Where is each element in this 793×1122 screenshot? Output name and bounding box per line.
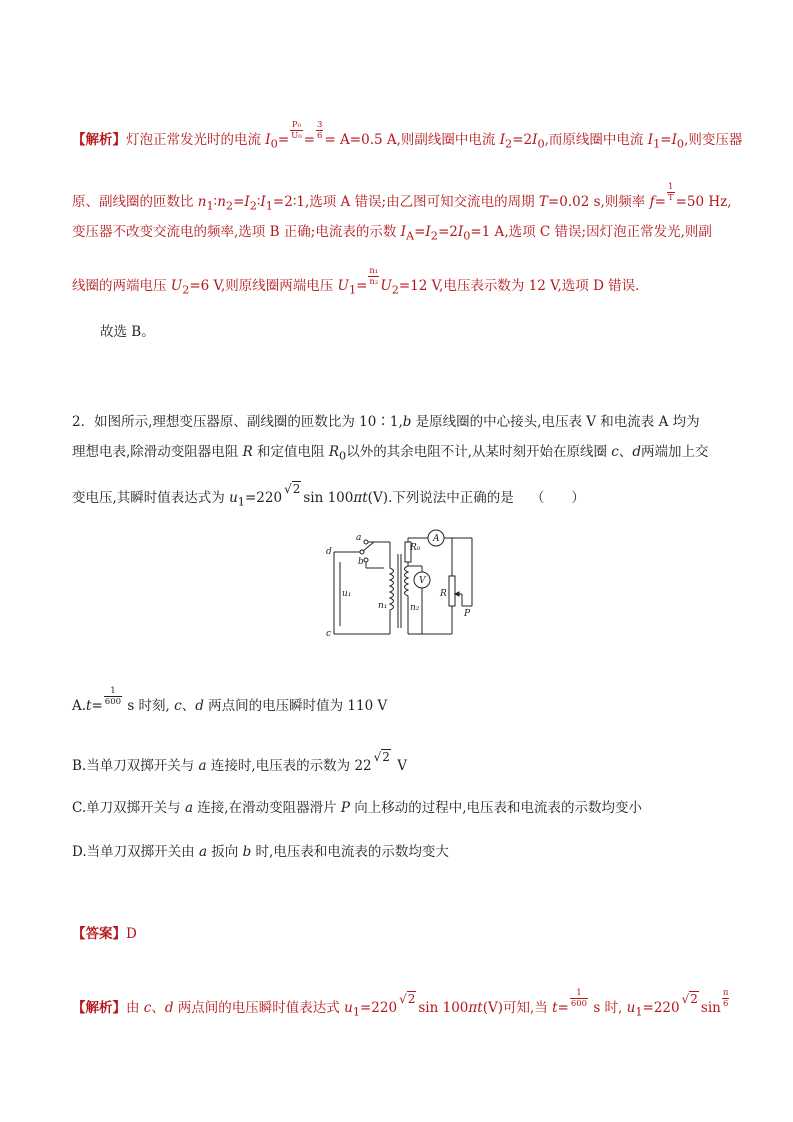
question-line-3: 变电压,其瞬时值表达式为 $u_1=220√2\sin$ 100πt(V).下列说法中正确的是 （ ） — [72, 488, 585, 513]
fraction-pi-6: $\frac{\pi}{6}$ — [722, 988, 729, 1009]
option-d: D.当单刀双掷开关由 a 扳向 b 时,电压表和电流表的示数均变大 — [72, 844, 449, 860]
label-r0: R₀ — [410, 543, 421, 553]
sqrt-symbol: √2 — [373, 750, 390, 764]
label-a: a — [356, 533, 362, 543]
answer-line: 【答案】D — [72, 926, 137, 942]
analysis2-line-1: 【解析】由 c、d 两点间的电压瞬时值表达式 $u_1=220√2\sin$ 100πt(V)可知,当 t= $\frac{1}{600}$ s 时, $u_1=220√2\sin$ $\frac{\pi}{6}$ — [72, 988, 729, 1019]
fraction-1-600: $\frac{1}{600}$ — [104, 686, 122, 707]
conclusion-text: 故选 B。 — [100, 324, 155, 340]
answer-value: D — [126, 926, 137, 942]
analysis-line-3: 变压器不改变交流电的频率,选项 B 正确;电流表的示数 $I_A=I_2=2I_0=1$ A,选项 C 错误;因灯泡正常发光,则副 — [72, 224, 712, 243]
option-a: A.t= $\frac{1}{600}$ s 时刻, c、d 两点间的电压瞬时值为 110 V — [72, 686, 388, 714]
sqrt-symbol: √2 — [681, 992, 698, 1006]
fraction-1-600: $\frac{1}{600}$ — [570, 988, 588, 1009]
fraction-p0-u0: $\frac{\text{P₀}}{\text{U₀}}$ — [291, 120, 302, 141]
label-p: P — [464, 609, 471, 619]
option-c: C.单刀双掷开关与 a 连接,在滑动变阻器滑片 P 向上移动的过程中,电压表和电流表的示数均变小 — [72, 800, 643, 816]
sqrt-symbol: √2 — [284, 482, 301, 496]
fraction-1-t: $\frac{1}{T}$ — [667, 182, 674, 203]
label-ammeter: A — [433, 534, 440, 544]
sqrt-symbol: √2 — [399, 992, 416, 1006]
fraction-n1-n2: $\frac{\text{n₁}}{\text{n₂}}$ — [369, 266, 379, 287]
question-line-1: 2．如图所示,理想变压器原、副线圈的匝数比为 10∶1,b 是原线圈的中心接头,电压表 V 和电流表 A 均为 — [72, 414, 700, 430]
transformer-circuit-diagram — [322, 528, 482, 640]
question-line-2: 理想电表,除滑动变阻器电阻 R 和定值电阻 $R_0$以外的其余电阻不计,从某时刻开始在原线圈 c、d两端加上交 — [72, 444, 709, 463]
label-u1: u₁ — [342, 589, 352, 599]
label-d: d — [326, 547, 332, 557]
label-c: c — [326, 629, 332, 639]
label-n2: n₂ — [410, 603, 420, 613]
analysis-line-4: 线圈的两端电压 $U_2=6$ V,则原线圈两端电压 $U_1=$ $\frac{\text{n₁}}{\text{n₂}}$ $U_2=12$ V,电压表示数为 12 V,选项 D 错误. — [72, 266, 640, 297]
label-voltmeter: V — [419, 576, 426, 586]
analysis-line-1: 【解析】灯泡正常发光时的电流 $I_0=$ $\frac{\text{P₀}}{\text{U₀}}$ = $\frac{3}{6}$ = A=0.5 A,则副线圈中电流 $I_2=2I_0$,而原线圈中电流 $I_1=I_0$,则变压器 — [72, 120, 743, 151]
option-b: B.当单刀双掷开关与 a 连接时,电压表的示数为 22√2 V — [72, 756, 407, 776]
label-b: b — [358, 557, 364, 567]
fraction-3-6: $\frac{3}{6}$ — [317, 120, 323, 141]
analysis-line-2: 原、副线圈的匝数比 $n_1∶n_2=I_2∶I_1=2∶1$,选项 A 错误;由乙图可知交流电的周期 T=0.02 s,则频率 f= $\frac{1}{T}$ =50 Hz, — [72, 182, 732, 213]
label-n1: n₁ — [378, 601, 388, 611]
label-r: R — [440, 589, 447, 599]
